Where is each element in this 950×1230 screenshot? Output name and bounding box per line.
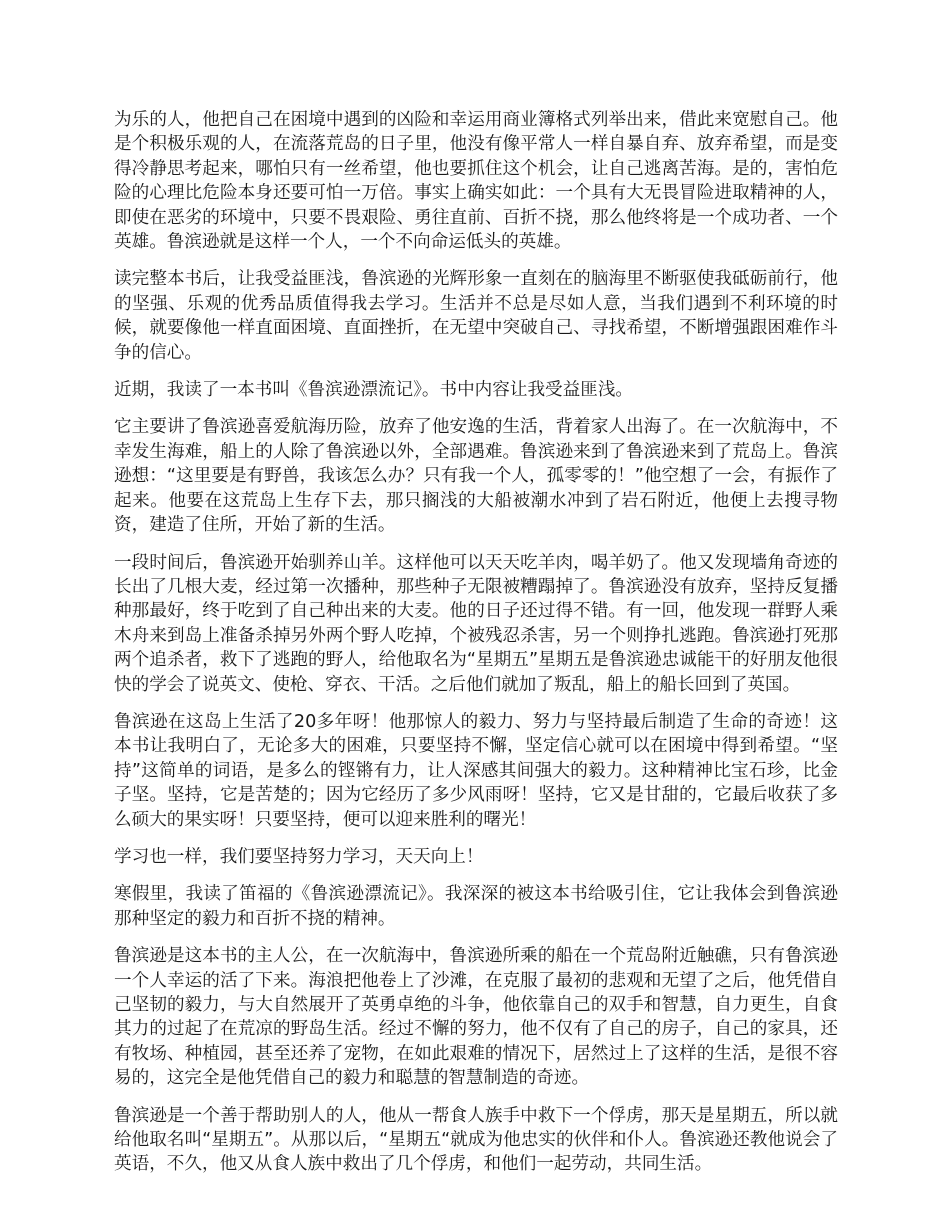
paragraph: 鲁滨逊是这本书的主人公，在一次航海中，鲁滨逊所乘的船在一个荒岛附近触礁，只有鲁滨逊一个人幸运的活了下来。海浪把他卷上了沙滩，在克服了最初的悲观和无望了之后，他凭借自己坚韧的毅力，与大自然展开了英勇卓绝的斗争，他依靠自己的双手和智慧，自力更生，自食其力的过起了在荒凉的野岛生活。经过不懈的努力，他不仅有了自己的房子，自己的家具，还有牧场、种植园，甚至还养了宠物，在如此艰难的情况下，居然过上了这样的生活，是很不容易的，这完全是他凭借自己的毅力和聪慧的智慧制造的奇迹。	[114, 946, 838, 1089]
paragraph: 学习也一样，我们要坚持努力学习，天天向上！	[114, 846, 484, 867]
paragraph: 为乐的人，他把自己在困境中遇到的凶险和幸运用商业簿格式列举出来，借此来宽慰自己。他是个积极乐观的人，在流落荒岛的日子里，他没有像平常人一样自暴自弃、放弃希望，而是变得冷静思考起来，哪怕只有一丝希望，他也要抓住这个机会，让自己逃离苦海。是的，害怕危险的心理比危险本身还要可怕一万倍。事实上确实如此：一个具有大无畏冒险进取精神的人，即使在恶劣的环境中，只要不畏艰险、勇往直前、百折不挠，那么他终将是一个成功者、一个英雄。鲁滨逊就是这样一个人，一个不向命运低头的英雄。	[114, 110, 838, 253]
paragraph: 读完整本书后，让我受益匪浅，鲁滨逊的光辉形象一直刻在的脑海里不断驱使我砥砺前行，他的坚强、乐观的优秀品质值得我去学习。生活并不总是尽如人意，当我们遇到不利环境的时候，就要像他一样直面困境、直面挫折，在无望中突破自己、寻找希望，不断增强跟困难作斗争的信心。	[114, 269, 838, 363]
paragraph: 寒假里，我读了笛福的《鲁滨逊漂流记》。我深深的被这本书给吸引住，它让我体会到鲁滨逊那种坚定的毅力和百折不挠的精神。	[114, 884, 838, 929]
paragraph: 鲁滨逊在这岛上生活了20多年呀！他那惊人的毅力、努力与坚持最后制造了生命的奇迹！这本书让我明白了，无论多大的困难，只要坚持不懈，坚定信心就可以在困境中得到希望。“坚持”这简单的词语，是多么的铿锵有力，让人深感其间强大的毅力。这种精神比宝石珍，比金子坚。坚持，它是苦楚的；因为它经历了多少风雨呀！坚持，它又是甘甜的，它最后收获了多么硕大的果实呀！只要坚持，便可以迎来胜利的曙光！	[114, 711, 838, 830]
paragraph: 它主要讲了鲁滨逊喜爱航海历险，放弃了他安逸的生活，背着家人出海了。在一次航海中，不幸发生海难，船上的人除了鲁滨逊以外，全部遇难。鲁滨逊来到了鲁滨逊来到了荒岛上。鲁滨逊想：“这里要是有野兽，我该怎么办？只有我一个人，孤零零的！”他空想了一会，有振作了起来。他要在这荒岛上生存下去，那只搁浅的大船被潮水冲到了岩石附近，他便上去搜寻物资，建造了住所，开始了新的生活。	[114, 417, 838, 536]
paragraph: 一段时间后，鲁滨逊开始驯养山羊。这样他可以天天吃羊肉，喝羊奶了。他又发现墙角奇迹的长出了几根大麦，经过第一次播种，那些种子无限被糟蹋掉了。鲁滨逊没有放弃，坚持反复播种那最好，终于吃到了自己种出来的大麦。他的日子还过得不错。有一回，他发现一群野人乘木舟来到岛上准备杀掉另外两个野人吃掉，个被残忍杀害，另一个则挣扎逃跑。鲁滨逊打死那两个追杀者，救下了逃跑的野人，给他取名为“星期五”星期五是鲁滨逊忠诚能干的好朋友他很快的学会了说英文、使枪、穿衣、干活。之后他们就加了叛乱，船上的船长回到了英国。	[114, 552, 838, 695]
paragraph: 近期，我读了一本书叫《鲁滨逊漂流记》。书中内容让我受益匪浅。	[114, 380, 634, 401]
paragraph: 鲁滨逊是一个善于帮助别人的人，他从一帮食人族手中救下一个俘虏，那天是星期五，所以就给他取名叫“星期五”。从那以后，“星期五“就成为他忠实的伙伴和仆人。鲁滨逊还教他说会了英语，不久，他又从食人族中救出了几个俘虏，和他们一起劳动，共同生活。	[114, 1105, 838, 1175]
